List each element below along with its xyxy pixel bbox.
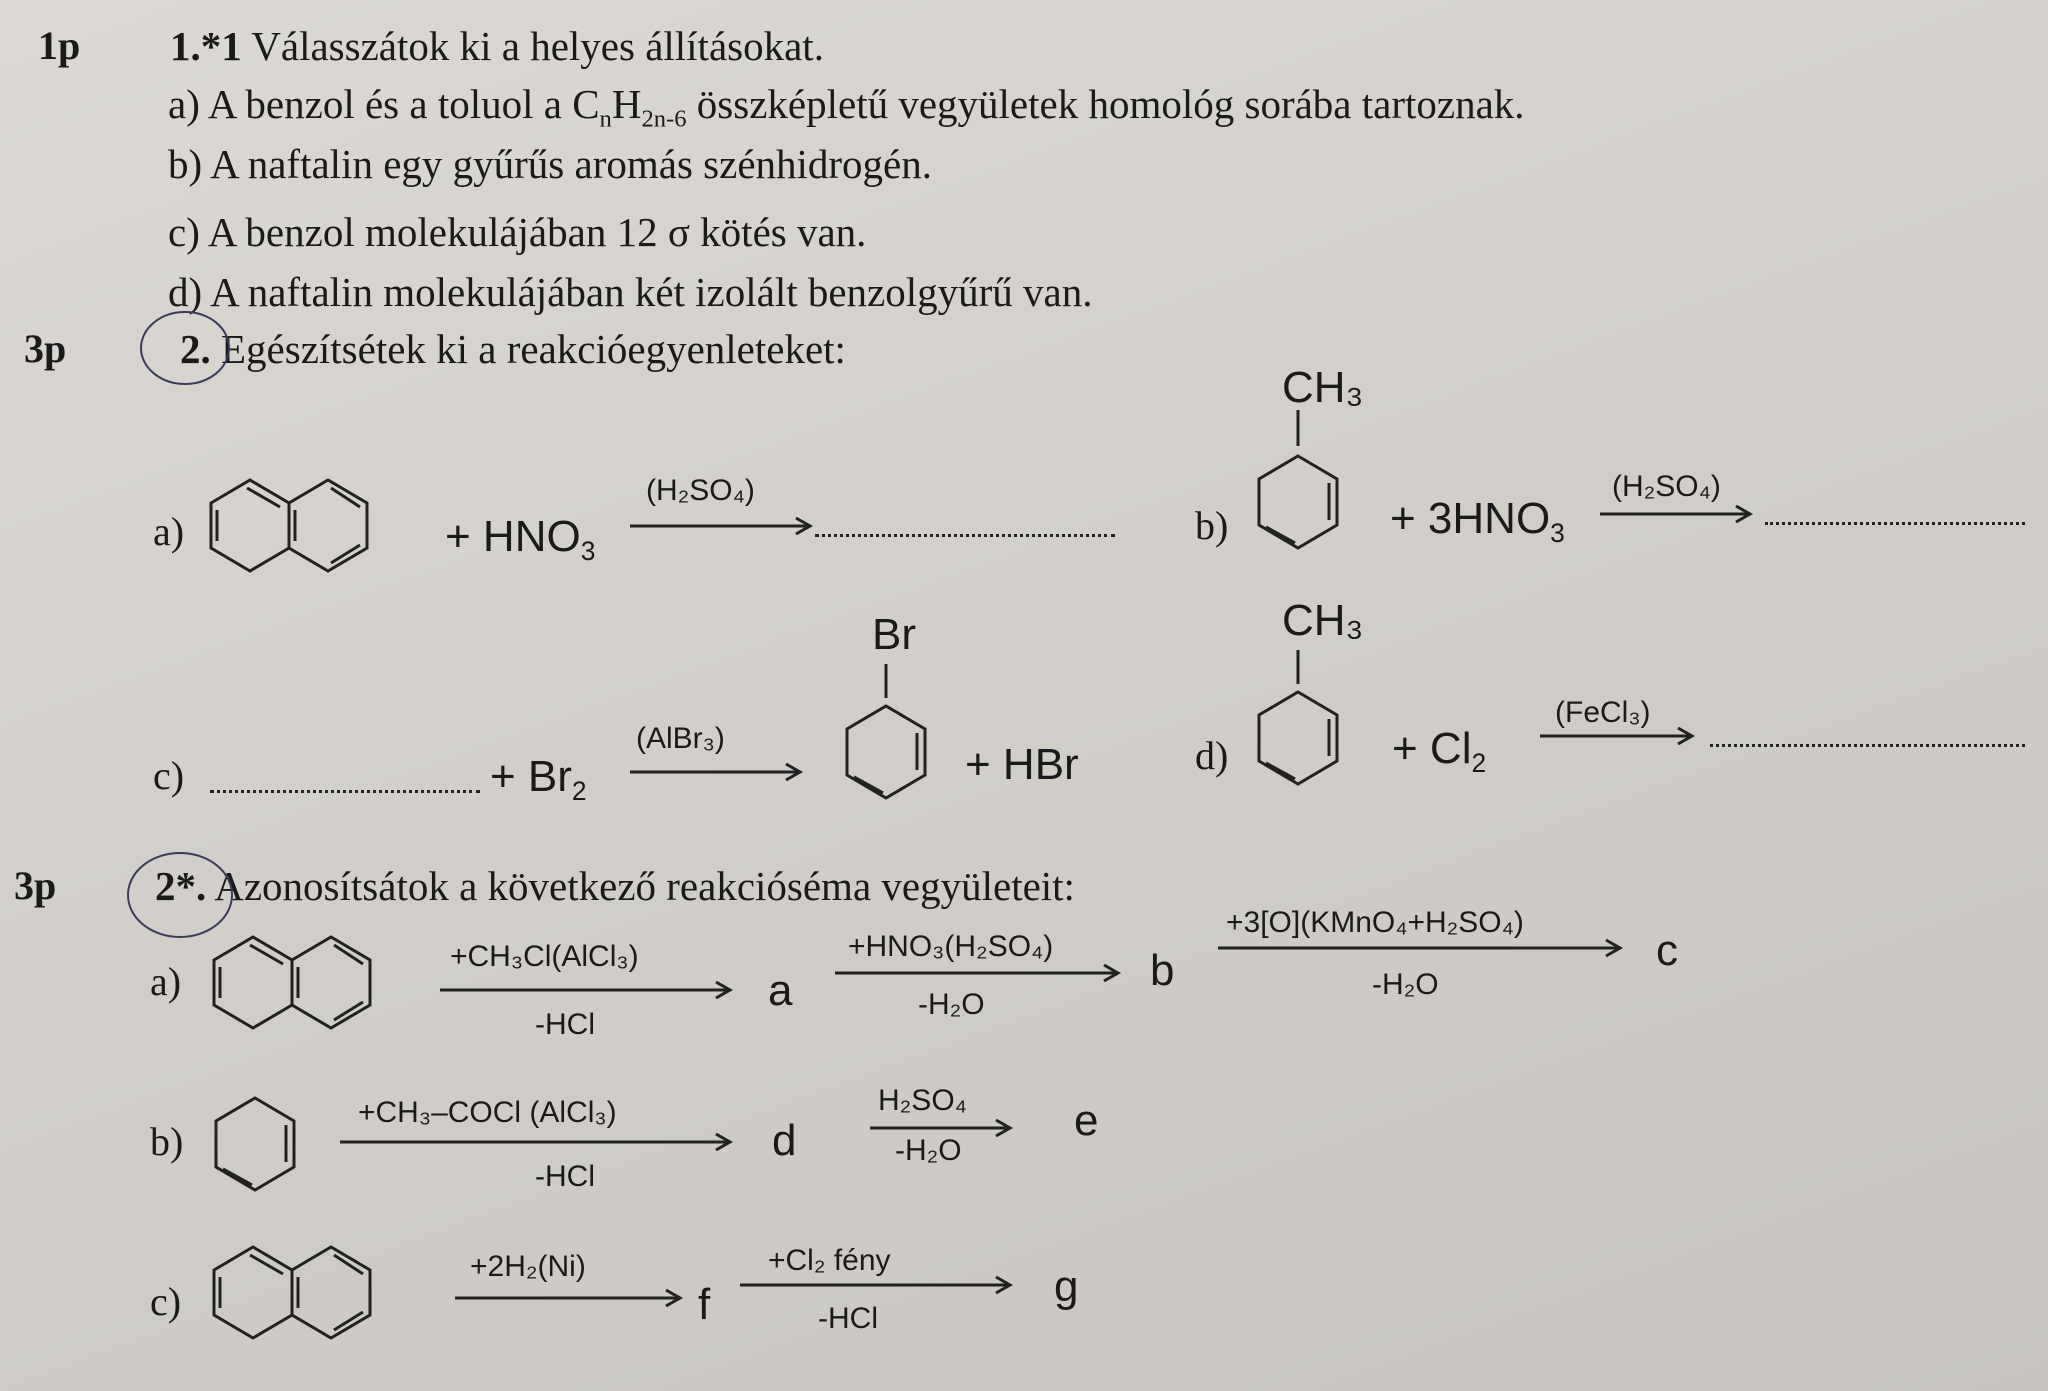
q2-d-benzene-ring <box>1259 692 1337 784</box>
q3-c-cond2-top: +Cl₂ fény <box>768 1244 891 1277</box>
q3-b-cond1-top: +CH₃–COCl (AlCl₃) <box>358 1096 617 1129</box>
q3-a-label: a) <box>150 959 182 1004</box>
q3-number: 2*. <box>155 863 207 909</box>
q3-c-cond2-bottom: -HCl <box>818 1302 878 1335</box>
q3-a-cond2-bottom: -H₂O <box>918 988 985 1021</box>
q2-d-label: d) <box>1195 733 1229 778</box>
pen-circle-q2 <box>141 312 229 384</box>
q3-b-cond2-top: H₂SO₄ <box>878 1084 967 1117</box>
pen-circle-q3 <box>128 853 232 937</box>
q2-a-condition: (H₂SO₄) <box>646 474 755 507</box>
q3-a-cond3-bottom: -H₂O <box>1372 968 1439 1001</box>
q2-b-benzene-ring <box>1259 456 1337 548</box>
q2-b-reagent-sub: 3 <box>1550 518 1565 549</box>
points-q1: 1p <box>38 23 81 68</box>
q2-b-label: b) <box>1195 503 1229 548</box>
q3-a-product-b: b <box>1150 946 1175 995</box>
q3-b-product-e: e <box>1074 1096 1099 1145</box>
q1-statement-b: b) A naftalin egy gyűrűs aromás szénhidrogén. <box>168 141 933 187</box>
q2-d-reagent-sub: 2 <box>1471 748 1487 779</box>
q2-a-reagent-sub: 3 <box>580 536 596 567</box>
q1-a-sub2: 2n-6 <box>641 105 687 133</box>
q2-number: 2. <box>180 326 211 372</box>
q1-title: Válasszátok ki a helyes állításokat. <box>251 23 824 69</box>
q1-statement-d: d) A naftalin molekulájában két izolált benzolgyűrű van. <box>168 269 1093 315</box>
q3-b-cond1-bottom: -HCl <box>535 1160 595 1193</box>
q1-a-sub1: n <box>599 105 612 133</box>
q2-d-condition: (FeCl₃) <box>1555 696 1651 729</box>
q2-a-naphthalene-ring <box>211 480 367 571</box>
q3-a-cond1-top: +CH₃Cl(AlCl₃) <box>450 940 639 973</box>
q1-statement-c: c) A benzol molekulájában 12 σ kötés van. <box>168 209 867 255</box>
q1-a-h: H <box>611 81 642 127</box>
q2-c-reagent-sub: 2 <box>571 776 587 807</box>
q3-a-cond3-top: +3[O](KMnO₄+H₂SO₄) <box>1226 906 1524 939</box>
points-q2: 3p <box>24 326 67 371</box>
q3-b-cond2-bottom: -H₂O <box>895 1134 962 1167</box>
q3-b-product-d: d <box>772 1116 797 1165</box>
q2-c-benzene-ring <box>847 706 925 798</box>
q3-a-product-a: a <box>768 966 793 1015</box>
q2-a-label: a) <box>153 509 185 554</box>
q2-d-substituent: CH₃ <box>1282 596 1364 645</box>
q2-title: Egészítsétek ki a reakcióegyenleteket: <box>221 326 846 372</box>
q1-a-text: a) A benzol és a toluol a C <box>168 81 600 127</box>
q3-a-cond2-top: +HNO₃(H₂SO₄) <box>848 930 1054 963</box>
q2-b-reagent-text: + 3HNO <box>1390 494 1551 543</box>
q2-b-condition: (H₂SO₄) <box>1612 470 1721 503</box>
points-q3: 3p <box>14 863 57 908</box>
q2-c-condition: (AlBr₃) <box>636 722 725 755</box>
q1-number: 1.*1 <box>170 23 242 69</box>
q3-c-cond1-top: +2H₂(Ni) <box>470 1250 586 1283</box>
q3-c-product-f: f <box>698 1280 711 1329</box>
q3-title: Azonosítsátok a következő reakcióséma vegyületeit: <box>214 863 1075 909</box>
q3-c-naphthalene-ring <box>214 1247 370 1338</box>
q3-a-cond1-bottom: -HCl <box>535 1008 595 1041</box>
q2-d-reagent-text: + Cl <box>1392 724 1472 773</box>
q3-c-label: c) <box>150 1279 182 1324</box>
q2-c-byproduct: + HBr <box>965 740 1079 789</box>
q2-a-reagent-text: + HNO <box>445 512 581 561</box>
q3-c-product-g: g <box>1054 1262 1079 1311</box>
q2-c-product-substituent: Br <box>872 610 916 659</box>
q3-b-label: b) <box>150 1119 184 1164</box>
q2-b-substituent: CH₃ <box>1282 363 1364 412</box>
q1-a-post: összképletű vegyületek homológ sorába tartoznak. <box>686 81 1525 127</box>
q2-c-label: c) <box>153 753 185 798</box>
q3-b-benzene-ring <box>216 1098 294 1190</box>
q3-a-naphthalene-ring <box>214 937 370 1028</box>
q2-c-reagent-text: + Br <box>490 752 572 801</box>
q3-a-product-c: c <box>1656 926 1678 975</box>
